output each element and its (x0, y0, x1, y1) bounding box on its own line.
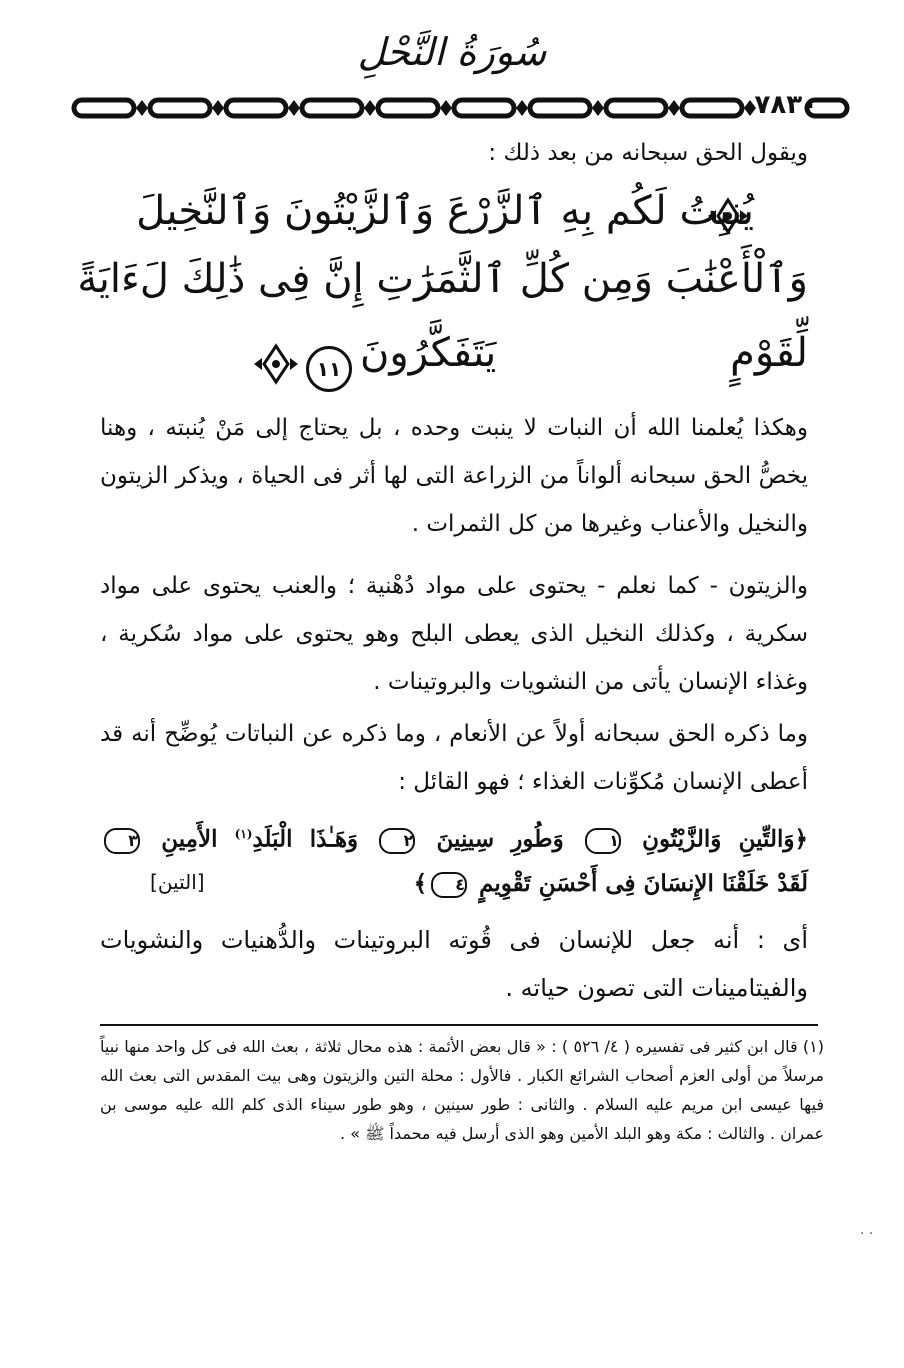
paragraph-3: وما ذكره الحق سبحانه أولاً عن الأنعام ، وما ذكره عن النباتات يُوضِّح أنه قد أعطى الإنسان مُكوِّنات الغذاء ؛ فهو القائل : (100, 721, 808, 795)
chain-border-ornament (70, 88, 760, 128)
tin-verse-part-4: الأَمِينِ (161, 825, 218, 853)
verse-close-ornament-icon (250, 342, 302, 386)
ayah-number-4: ٤ (431, 872, 467, 898)
closing-paragraph: أى : أنه جعل للإنسان فى قُوته البروتينات والدُّهنيات والنشويات والفيتامينات التى تصون حياته . (100, 926, 808, 1002)
intro-text: ويقول الحق سبحانه من بعد ذلك : (488, 140, 808, 166)
footnote-text: (١) قال ابن كثير فى تفسيره ( ٤/ ٥٢٦ ) : « قال بعض الأئمة : هذه محال ثلاثة ، بعث الله فى كل واحد منها نبياً مرسلاً من أولى العزم أصحاب الشرائع الكبار . فالأول : محلة التين والزيتون وهى بيت المقدس التى بعث الله فيها عيسى ابن مريم عليه السلام . والثانى : طور سينين ، وهو طور سيناء الذى كلم الله عليه موسى بن عمران . والثالث : مكة وهو البلد الأمين وهو الذى أرسل فيه محمداً ﷺ » . (100, 1037, 824, 1143)
tin-verse-part-3: وَهَـٰذَا الْبَلَدِ (252, 825, 359, 853)
ayah-number-3: ٣ (104, 828, 140, 854)
paragraph-2: والزيتون - كما نعلم - يحتوى على مواد دُهْنية ؛ والعنب يحتوى على مواد سكرية ، وكذلك النخيل الذى يعطى البلح وهو يحتوى على مواد سُكرية ، وغذاء الإنسان يأتى من النشويات والبروتينات . (100, 573, 808, 695)
quote-close-bracket: ﴾ (413, 869, 428, 897)
verse-line-3-text: لِّقَوْمٍ يَتَفَكَّرُونَ (360, 330, 808, 376)
verse-line-1: يُنبِتُ لَكُم بِهِ ٱلزَّرْعَ وَٱلزَّيْتُونَ وَٱلنَّخِيلَ (136, 188, 754, 234)
verse-line-2: وَٱلْأَعْنَٰبَ وَمِن كُلِّ ٱلثَّمَرَٰتِ إِنَّ فِى ذَٰلِكَ لَءَايَةً (77, 256, 808, 302)
page-number: ٧٨٣٠ (754, 90, 818, 120)
verse-line-3 (360, 330, 808, 376)
surah-title: سُورَةُ النَّحْلِ (357, 30, 547, 74)
tin-verse-line-2 (100, 862, 808, 906)
footnote-marker: (١) (234, 827, 253, 841)
ayah-number-badge: ١١ (306, 346, 352, 392)
chain-end-ornament (804, 96, 850, 120)
surah-tin-quote (100, 812, 808, 906)
sura-reference: [التين] (150, 870, 205, 894)
header-ornament-row (70, 88, 840, 128)
tin-verse-part-2: وَطُورِ سِينِينَ (436, 825, 564, 853)
quote-open-bracket: ﴿ (794, 825, 808, 853)
footnote-divider (100, 1024, 818, 1026)
ayah-number-1: ١ (585, 828, 621, 854)
tin-verse-line-1 (100, 812, 808, 862)
tin-verse-part-5: لَقَدْ خَلَقْنَا الإِنسَانَ فِى أَحْسَنِ تَقْوِيمٍ (479, 869, 808, 897)
ayah-number-2: ٢ (379, 828, 415, 854)
tin-verse-part-1: وَالتِّينِ وَالزَّيْتُونِ (642, 825, 795, 853)
paragraph-1: وهكذا يُعلمنا الله أن النبات لا ينبت وحده ، بل يحتاج إلى مَنْ يُنبته ، وهنا يخصُّ الحق سبحانه ألواناً من الزراعة التى لها أثر فى الحياة ، ويذكر الزيتون والنخيل والأعناب وغيرها من كل الثمرات . (100, 415, 808, 537)
scan-mark: . . (860, 1222, 874, 1238)
